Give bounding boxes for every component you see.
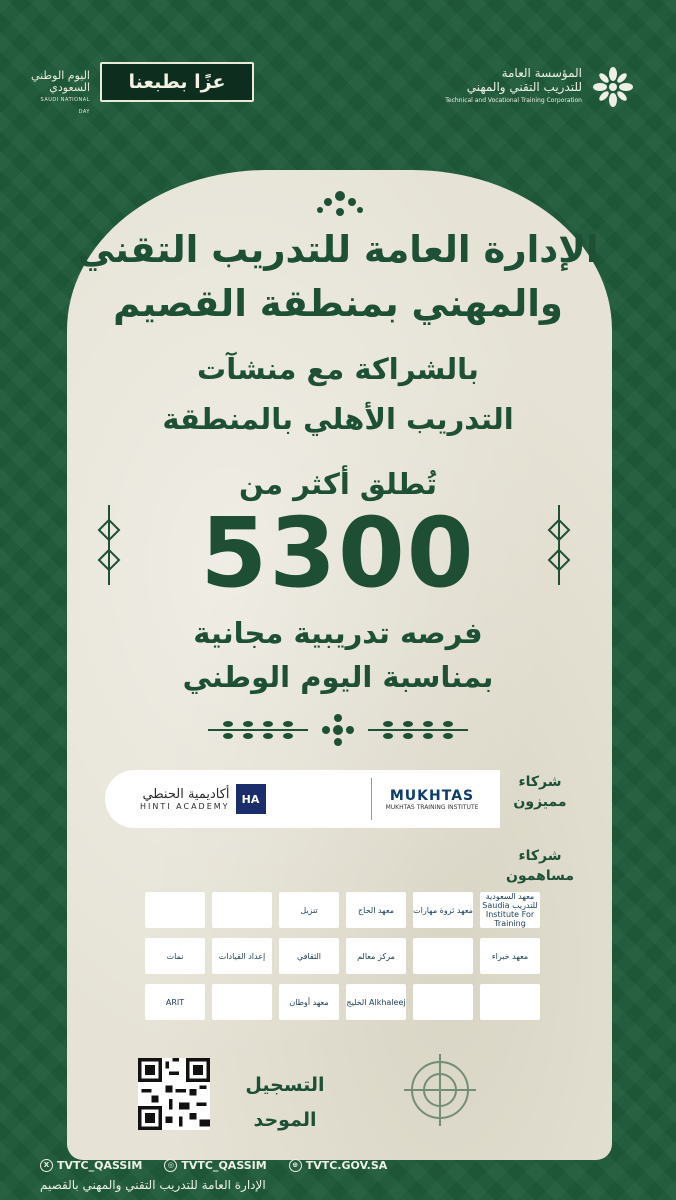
x-icon: X bbox=[40, 1159, 53, 1172]
featured-label-2: مميزون bbox=[513, 794, 567, 810]
instagram-icon: ◎ bbox=[164, 1159, 177, 1172]
partner-logo: ARIT bbox=[145, 984, 205, 1020]
partner-logo bbox=[413, 984, 473, 1020]
website-text: TVTC.GOV.SA bbox=[305, 1159, 388, 1172]
headline-line-6: فرصه تدريبية مجانية bbox=[193, 616, 483, 650]
hinti-name-en: HINTI ACADEMY bbox=[140, 802, 230, 811]
hinti-mark-icon: HA bbox=[236, 784, 266, 814]
registration-qr-code[interactable] bbox=[138, 1058, 210, 1130]
instagram-handle[interactable] bbox=[164, 1159, 266, 1172]
bottom-ornament-icon bbox=[400, 1050, 480, 1130]
top-ornament-icon bbox=[312, 188, 368, 228]
partner-logo: معهد السعودية للتدريب Saudia Institute For Training bbox=[480, 892, 540, 928]
corp-name-ar-1: المؤسسة العامة bbox=[501, 66, 582, 80]
website-link[interactable] bbox=[289, 1159, 388, 1172]
hinti-name-ar: أكاديمية الحنطي bbox=[142, 787, 230, 802]
partner-logo: معهد خبراء bbox=[480, 938, 540, 974]
partner-logo: معهد أوطان bbox=[279, 984, 339, 1020]
corp-name-en: Technical and Vocational Training Corporation bbox=[445, 97, 582, 104]
partner-logo: معهد الحاج bbox=[346, 892, 406, 928]
header bbox=[0, 52, 676, 115]
partner-logo: مركز معالم bbox=[346, 938, 406, 974]
registration-line-2: الموحد bbox=[253, 1109, 317, 1131]
twitter-text: TVTC_QASSIM bbox=[57, 1159, 143, 1172]
mukhtas-name: MUKHTAS bbox=[389, 787, 475, 804]
registration-line-1: التسجيل bbox=[245, 1074, 325, 1096]
mukhtas-sub: MUKHTAS TRAINING INSTITUTE bbox=[385, 803, 479, 811]
featured-partners-bar bbox=[105, 770, 500, 828]
partner-logo: Alkhaleej الخليج bbox=[346, 984, 406, 1020]
featured-label-1: شركاء bbox=[518, 774, 562, 790]
partner-logo bbox=[212, 892, 272, 928]
national-day-badge bbox=[100, 62, 254, 102]
partner-logos-grid bbox=[135, 892, 540, 1030]
headline-line-2: والمهني بمنطقة القصيم bbox=[113, 282, 563, 325]
partner-logo: إعداد القيادات bbox=[212, 938, 272, 974]
mukhtas-logo bbox=[371, 778, 492, 820]
unified-registration-label bbox=[225, 1068, 345, 1138]
globe-icon: ⊕ bbox=[289, 1159, 302, 1172]
tvtc-emblem-icon bbox=[590, 64, 636, 110]
flower-divider-icon bbox=[188, 712, 488, 748]
logo-row-1 bbox=[135, 892, 540, 928]
logo-row-2 bbox=[135, 938, 540, 974]
opportunities-count: 5300 bbox=[200, 497, 476, 609]
footer-social bbox=[40, 1159, 636, 1172]
headline-line-1: الإدارة العامة للتدريب التقني bbox=[77, 228, 599, 271]
twitter-handle[interactable] bbox=[40, 1159, 142, 1172]
partner-logo bbox=[212, 984, 272, 1020]
footer-title: الإدارة العامة للتدريب التقني والمهني بالقصيم bbox=[40, 1178, 266, 1192]
partner-logo: الثقافي bbox=[279, 938, 339, 974]
partner-logo bbox=[413, 938, 473, 974]
contrib-label-2: مساهمون bbox=[506, 868, 574, 884]
partner-logo bbox=[480, 984, 540, 1020]
partner-logo: معهد ثروة مهارات bbox=[413, 892, 473, 928]
national-day-text: اليوم الوطني السعودي bbox=[30, 69, 90, 94]
hinti-academy-logo bbox=[140, 776, 320, 822]
featured-partners-label bbox=[505, 772, 575, 812]
headline-line-7: بمناسبة اليوم الوطني bbox=[182, 660, 494, 694]
partner-logo: تنزيل bbox=[279, 892, 339, 928]
contributing-partners-label bbox=[505, 846, 575, 886]
logo-row-3 bbox=[135, 984, 540, 1020]
tvtc-logo bbox=[445, 64, 636, 110]
partner-logo: نمات bbox=[145, 938, 205, 974]
national-day-en: SAUDI NATIONAL DAY bbox=[40, 97, 90, 115]
headline-line-3: بالشراكة مع منشآت bbox=[197, 352, 479, 386]
national-day-badge-text: عزًا بطبعنا bbox=[128, 71, 226, 93]
corp-name-ar-2: للتدريب التقني والمهني bbox=[466, 80, 582, 94]
national-day-logo bbox=[30, 70, 90, 118]
instagram-text: TVTC_QASSIM bbox=[181, 1159, 267, 1172]
headline-line-4: التدريب الأهلي بالمنطقة bbox=[162, 402, 514, 436]
partner-logo bbox=[145, 892, 205, 928]
contrib-label-1: شركاء bbox=[518, 848, 562, 864]
headline-line-5: تُطلق أكثر من bbox=[238, 467, 438, 501]
